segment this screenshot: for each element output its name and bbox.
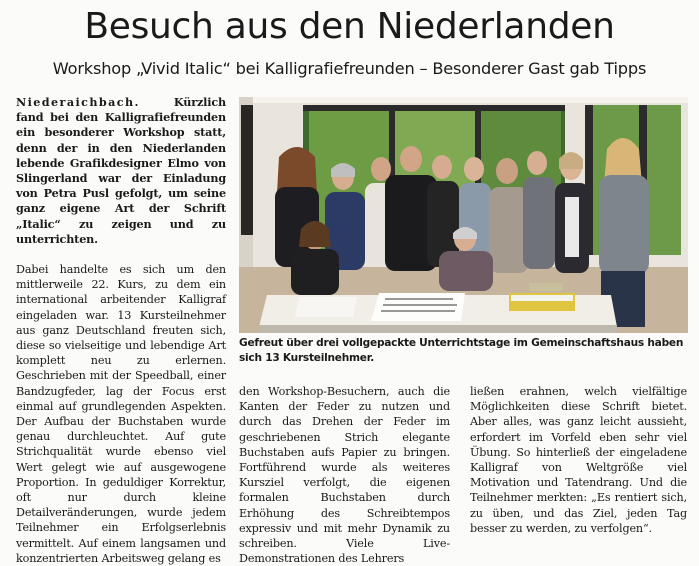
- article-column-3: [470, 384, 687, 536]
- body-paragraph: ließen erahnen, welch vielfältige Möglichkeiten diese Schrift bietet. Aber alles, was ganz leicht aussieht, erfordert im Vorfeld eben sehr viel Übung. So hinterließ der eingeladene Kalligraf von Weltgröße viel Motivation und Tatendrang. Und die Teilnehmer merkten: „Es rentiert sich, zu üben, und das Ziel, jeden Tag besser zu werden, zu verfolgen“.: [470, 385, 687, 535]
- group-photo: [239, 97, 688, 333]
- lead-paragraph: [16, 95, 226, 247]
- dateline: Niederaichbach.: [16, 95, 140, 109]
- photo-caption: [239, 336, 690, 366]
- article-column-2: [239, 384, 450, 566]
- body-paragraph: Dabei handelte es sich um den mittlerweile 22. Kurs, zu dem ein international arbeitender Kalligraf eingeladen war. 13 Kursteilnehmer aus ganz Deutschland freuten sich, diese so vielseitige und lebendige Art komplett neu zu erlernen. Geschrieben mit der Speedball, einer Bandzugfeder, lag der Focus erst einmal auf grundlegenden Aspekten. Der Aufbau der Buchstaben wurde genau durchleuchtet. Auf gute Strichqualität wurde ebenso viel Wert gelegt wie auf ausgewogene Proportion. In geduldiger Korrektur, oft nur durch kleine Detailveränderungen, wurde jedem Teilnehmer ein Erfolgserlebnis vermittelt. Auf einem langsamen und konzentrierten Arbeitsweg gelang es: [16, 263, 226, 565]
- headline: Besuch aus den Niederlanden: [84, 6, 615, 47]
- body-paragraph: den Workshop-Besuchern, auch die Kanten der Feder zu nutzen und durch das Drehen der Feder im geschriebenen Strich elegante Buchstaben aufs Papier zu bringen. Fortführend wurde als weiteres Kursziel verfolgt, die eigenen formalen Buchstaben durch Erhöhung des Schreibtempos expressiv und mit mehr Dynamik zu schreiben. Viele Live-Demonstrationen des Lehrers: [239, 385, 450, 566]
- subheadline: Workshop „Vivid Italic“ bei Kalligrafiefreunden – Besonderer Gast gab Tipps: [52, 59, 647, 78]
- caption-line-2: sich 13 Kursteilnehmer.: [239, 351, 374, 364]
- photo-illustration: [239, 97, 688, 333]
- caption-line-1: Gefreut über drei vollgepackte Unterrichtstage im Gemeinschaftshaus haben: [239, 337, 684, 349]
- lead-text: Kürzlich fand bei den Kalligrafiefreunden ein besonderer Workshop statt, denn der in den Niederlanden lebende Grafikdesigner Elmo von Slingerland war der Einladung von Petra Pusl gefolgt, um seine ganz eigene Art der Schrift „Italic“ zu zeigen und zu unterrichten.: [16, 95, 226, 246]
- article-column-1: [16, 95, 226, 566]
